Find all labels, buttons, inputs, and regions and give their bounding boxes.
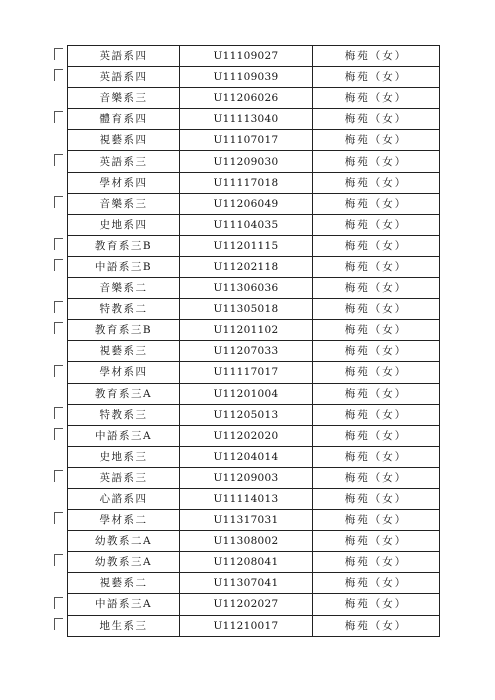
table-row: [68, 383, 440, 404]
student-id-cell: U11207033: [180, 341, 313, 362]
table-row: [68, 256, 440, 277]
student-id-cell: U11202118: [180, 256, 313, 277]
table-row: [68, 615, 440, 636]
margin-checkmarks: [50, 44, 64, 644]
department-cell: 特教系三: [68, 404, 180, 425]
margin-checkmark: [54, 48, 63, 60]
dormitory-cell: 梅苑（女）: [313, 151, 440, 172]
table-row: [68, 278, 440, 299]
department-cell: 音樂系三: [68, 88, 180, 109]
student-id-cell: U11114013: [180, 488, 313, 509]
table-row: [68, 46, 440, 67]
student-id-cell: U11109039: [180, 67, 313, 88]
margin-checkmark: [54, 322, 63, 334]
table-row: [68, 299, 440, 320]
dormitory-cell: 梅苑（女）: [313, 172, 440, 193]
student-id-cell: U11208041: [180, 552, 313, 573]
dormitory-cell: 梅苑（女）: [313, 467, 440, 488]
student-id-cell: U11307041: [180, 573, 313, 594]
table-row: [68, 594, 440, 615]
margin-checkmark: [54, 512, 63, 524]
department-cell: 視藝系三: [68, 341, 180, 362]
department-cell: 心諮系四: [68, 488, 180, 509]
margin-checkmark: [54, 238, 63, 250]
dormitory-cell: 梅苑（女）: [313, 573, 440, 594]
table-row: [68, 510, 440, 531]
dormitory-cell: 梅苑（女）: [313, 404, 440, 425]
department-cell: 英語系四: [68, 46, 180, 67]
table-row: [68, 341, 440, 362]
dormitory-cell: 梅苑（女）: [313, 615, 440, 636]
student-id-cell: U11104035: [180, 214, 313, 235]
dormitory-cell: 梅苑（女）: [313, 510, 440, 531]
margin-checkmark: [54, 428, 63, 440]
student-id-cell: U11306036: [180, 278, 313, 299]
table-row: [68, 67, 440, 88]
student-id-cell: U11210017: [180, 615, 313, 636]
department-cell: 音樂系三: [68, 193, 180, 214]
department-cell: 學材系四: [68, 172, 180, 193]
department-cell: 英語系四: [68, 67, 180, 88]
student-id-cell: U11201004: [180, 383, 313, 404]
student-id-cell: U11202020: [180, 425, 313, 446]
department-cell: 地生系三: [68, 615, 180, 636]
dormitory-cell: 梅苑（女）: [313, 425, 440, 446]
department-cell: 學材系二: [68, 510, 180, 531]
dormitory-cell: 梅苑（女）: [313, 552, 440, 573]
margin-checkmark: [54, 154, 63, 166]
student-id-cell: U11206049: [180, 193, 313, 214]
department-cell: 英語系三: [68, 467, 180, 488]
department-cell: 特教系二: [68, 299, 180, 320]
student-id-cell: U11206026: [180, 88, 313, 109]
department-cell: 幼教系二A: [68, 531, 180, 552]
margin-checkmark: [54, 301, 63, 313]
margin-checkmark: [54, 196, 63, 208]
margin-checkmark: [54, 407, 63, 419]
dormitory-cell: 梅苑（女）: [313, 46, 440, 67]
table-row: [68, 235, 440, 256]
table-row: [68, 214, 440, 235]
table-row: [68, 130, 440, 151]
margin-checkmark: [54, 259, 63, 271]
department-cell: 中語系三A: [68, 425, 180, 446]
student-id-cell: U11205013: [180, 404, 313, 425]
department-cell: 學材系四: [68, 362, 180, 383]
department-cell: 史地系三: [68, 446, 180, 467]
student-id-cell: U11201115: [180, 235, 313, 256]
dormitory-cell: 梅苑（女）: [313, 362, 440, 383]
student-id-cell: U11209030: [180, 151, 313, 172]
department-cell: 視藝系四: [68, 130, 180, 151]
student-id-cell: U11201102: [180, 320, 313, 341]
dormitory-cell: 梅苑（女）: [313, 446, 440, 467]
department-cell: 教育系三B: [68, 320, 180, 341]
student-id-cell: U11308002: [180, 531, 313, 552]
student-id-cell: U11317031: [180, 510, 313, 531]
table-row: [68, 573, 440, 594]
table-row: [68, 467, 440, 488]
margin-checkmark: [54, 365, 63, 377]
student-id-cell: U11109027: [180, 46, 313, 67]
table-row: [68, 193, 440, 214]
margin-checkmark: [54, 618, 63, 630]
student-id-cell: U11107017: [180, 130, 313, 151]
dormitory-cell: 梅苑（女）: [313, 383, 440, 404]
dormitory-cell: 梅苑（女）: [313, 594, 440, 615]
department-cell: 中語系三A: [68, 594, 180, 615]
margin-checkmark: [54, 554, 63, 566]
student-id-cell: U11209003: [180, 467, 313, 488]
margin-checkmark: [54, 470, 63, 482]
margin-checkmark: [54, 111, 63, 123]
student-id-cell: U11202027: [180, 594, 313, 615]
dormitory-cell: 梅苑（女）: [313, 531, 440, 552]
dormitory-cell: 梅苑（女）: [313, 488, 440, 509]
table-row: [68, 320, 440, 341]
department-cell: 幼教系三A: [68, 552, 180, 573]
table-row: [68, 404, 440, 425]
dormitory-cell: 梅苑（女）: [313, 130, 440, 151]
dormitory-cell: 梅苑（女）: [313, 278, 440, 299]
dormitory-cell: 梅苑（女）: [313, 88, 440, 109]
department-cell: 英語系三: [68, 151, 180, 172]
department-cell: 教育系三A: [68, 383, 180, 404]
dormitory-cell: 梅苑（女）: [313, 256, 440, 277]
margin-checkmark: [54, 69, 63, 81]
table-row: [68, 88, 440, 109]
table-row: [68, 362, 440, 383]
department-cell: 音樂系二: [68, 278, 180, 299]
table-row: [68, 425, 440, 446]
dormitory-cell: 梅苑（女）: [313, 109, 440, 130]
student-id-cell: U11204014: [180, 446, 313, 467]
table-row: [68, 151, 440, 172]
margin-checkmark: [54, 597, 63, 609]
dormitory-cell: 梅苑（女）: [313, 341, 440, 362]
student-id-cell: U11305018: [180, 299, 313, 320]
table-row: [68, 488, 440, 509]
table-row: [68, 446, 440, 467]
dormitory-cell: 梅苑（女）: [313, 320, 440, 341]
dormitory-cell: 梅苑（女）: [313, 235, 440, 256]
dormitory-cell: 梅苑（女）: [313, 214, 440, 235]
department-cell: 視藝系二: [68, 573, 180, 594]
table-row: [68, 552, 440, 573]
department-cell: 教育系三B: [68, 235, 180, 256]
dormitory-cell: 梅苑（女）: [313, 299, 440, 320]
department-cell: 史地系四: [68, 214, 180, 235]
student-id-cell: U11117018: [180, 172, 313, 193]
dormitory-assignment-table: [67, 45, 440, 637]
student-id-cell: U11113040: [180, 109, 313, 130]
dormitory-cell: 梅苑（女）: [313, 193, 440, 214]
department-cell: 體育系四: [68, 109, 180, 130]
student-id-cell: U11117017: [180, 362, 313, 383]
table-row: [68, 172, 440, 193]
dormitory-cell: 梅苑（女）: [313, 67, 440, 88]
department-cell: 中語系三B: [68, 256, 180, 277]
table-row: [68, 109, 440, 130]
table-row: [68, 531, 440, 552]
